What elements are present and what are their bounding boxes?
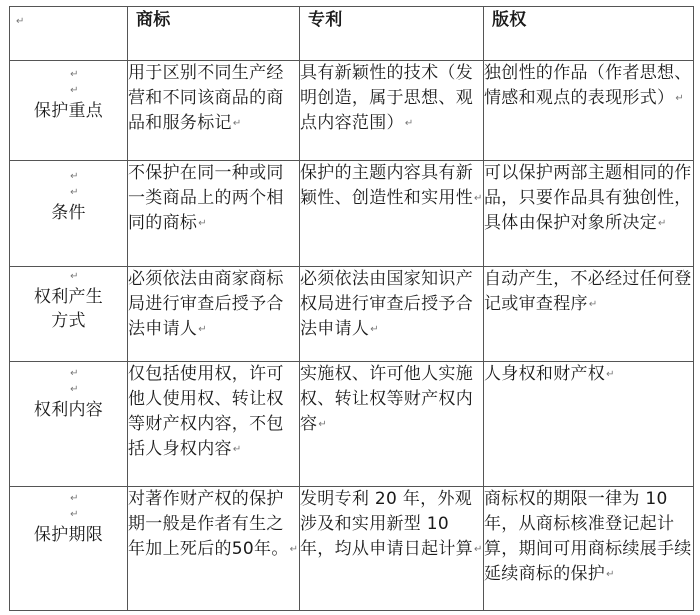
cell-trademark bbox=[128, 61, 300, 161]
paragraph-mark-icon: ↵ bbox=[232, 118, 242, 129]
table-row-protection-focus bbox=[10, 61, 694, 161]
paragraph-mark-icon: ↵ bbox=[198, 218, 207, 229]
cell-copyright bbox=[484, 61, 694, 161]
paragraph-mark-icon: ↵ bbox=[404, 118, 414, 129]
paragraph-mark-icon: ↵ bbox=[658, 218, 667, 229]
paragraph-mark-icon: ↵ bbox=[70, 493, 79, 504]
row-label: 条件 bbox=[51, 203, 86, 223]
row-label-cell bbox=[10, 61, 128, 161]
table-row-acquisition bbox=[10, 267, 694, 362]
cell-text: 发明专利 20 年，外观涉及和实用新型 10 年，均从申请日起计算 bbox=[300, 489, 473, 559]
header-corner-cell bbox=[10, 7, 128, 61]
paragraph-mark-icon: ↵ bbox=[606, 369, 615, 380]
cell-text: 具有新颖性的技术（发明创造，属于思想、观点内容范围） bbox=[300, 63, 473, 133]
table-row-term bbox=[10, 487, 694, 611]
header-row bbox=[10, 7, 694, 61]
row-label-line2: 方式 bbox=[51, 311, 86, 331]
ip-comparison-table bbox=[9, 6, 694, 611]
row-label-line1: 权利产生 bbox=[33, 287, 104, 307]
paragraph-mark-icon: ↵ bbox=[289, 544, 299, 555]
row-label: 保护期限 bbox=[33, 525, 104, 545]
row-label-cell bbox=[10, 487, 128, 611]
cell-patent bbox=[300, 362, 484, 487]
cell-text: 自动产生，不必经过任何登记或审查程序 bbox=[484, 269, 692, 314]
paragraph-mark-icon: ↵ bbox=[70, 187, 79, 198]
paragraph-mark-icon: ↵ bbox=[588, 299, 598, 310]
paragraph-mark-icon: ↵ bbox=[70, 271, 79, 282]
paragraph-mark-icon: ↵ bbox=[675, 93, 684, 104]
cell-copyright bbox=[484, 161, 694, 267]
paragraph-mark-icon: ↵ bbox=[318, 419, 327, 430]
cell-patent bbox=[300, 267, 484, 362]
cell-copyright bbox=[484, 362, 694, 487]
paragraph-mark-icon: ↵ bbox=[70, 384, 79, 395]
cell-text: 对著作财产权的保护期一般是作者有生之年加上死后的50年。 bbox=[128, 489, 289, 559]
cell-text: 仅包括使用权，许可他人使用权、转让权等财产权内容，不包括人身权内容 bbox=[128, 364, 284, 459]
cell-trademark bbox=[128, 161, 300, 267]
paragraph-mark-icon: ↵ bbox=[16, 16, 25, 27]
cell-text: 必须依法由国家知识产权局进行审查后授予合法申请人 bbox=[300, 269, 473, 339]
row-label: 权利内容 bbox=[33, 400, 104, 420]
table-row-conditions bbox=[10, 161, 694, 267]
cell-patent bbox=[300, 61, 484, 161]
paragraph-mark-icon: ↵ bbox=[232, 444, 242, 455]
cell-text: 必须依法由商家商标局进行审查后授予合法申请人 bbox=[128, 269, 284, 339]
paragraph-mark-icon: ↵ bbox=[198, 324, 207, 335]
cell-text: 保护的主题内容具有新颖性、创造性和实用性 bbox=[300, 163, 473, 208]
cell-copyright bbox=[484, 267, 694, 362]
cell-trademark bbox=[128, 267, 300, 362]
cell-text: 用于区别不同生产经营和不同该商品的商品和服务标记 bbox=[128, 63, 284, 133]
header-patent: 专利 bbox=[300, 7, 484, 61]
paragraph-mark-icon: ↵ bbox=[70, 171, 79, 182]
row-label-cell bbox=[10, 267, 128, 362]
paragraph-mark-icon: ↵ bbox=[474, 193, 483, 204]
paragraph-mark-icon: ↵ bbox=[70, 368, 79, 379]
header-copyright: 版权 bbox=[484, 7, 694, 61]
paragraph-mark-icon: ↵ bbox=[370, 324, 379, 335]
paragraph-mark-icon: ↵ bbox=[70, 69, 79, 80]
cell-text: 不保护在同一种或同一类商品上的两个相同的商标 bbox=[128, 163, 284, 233]
cell-text: 商标权的期限一律为 10 年，从商标核准登记起计算，期间可用商标续展手续延续商标的保护 bbox=[484, 489, 692, 584]
cell-patent bbox=[300, 487, 484, 611]
paragraph-mark-icon: ↵ bbox=[70, 85, 79, 96]
paragraph-mark-icon: ↵ bbox=[606, 569, 615, 580]
row-label: 保护重点 bbox=[33, 101, 104, 121]
cell-text: 独创性的作品（作者思想、情感和观点的表现形式） bbox=[484, 63, 692, 108]
table-row-rights-content bbox=[10, 362, 694, 487]
cell-text: 实施权、许可他人实施权、转让权等财产权内容 bbox=[300, 364, 473, 434]
cell-text: 可以保护两部主题相同的作品，只要作品具有独创性，具体由保护对象所决定 bbox=[484, 163, 692, 233]
cell-copyright bbox=[484, 487, 694, 611]
header-trademark: 商标 bbox=[128, 7, 300, 61]
row-label-cell bbox=[10, 161, 128, 267]
cell-trademark bbox=[128, 487, 300, 611]
paragraph-mark-icon: ↵ bbox=[70, 509, 79, 520]
row-label-cell bbox=[10, 362, 128, 487]
cell-trademark bbox=[128, 362, 300, 487]
cell-patent bbox=[300, 161, 484, 267]
cell-text: 人身权和财产权 bbox=[484, 364, 606, 384]
paragraph-mark-icon: ↵ bbox=[474, 544, 483, 555]
